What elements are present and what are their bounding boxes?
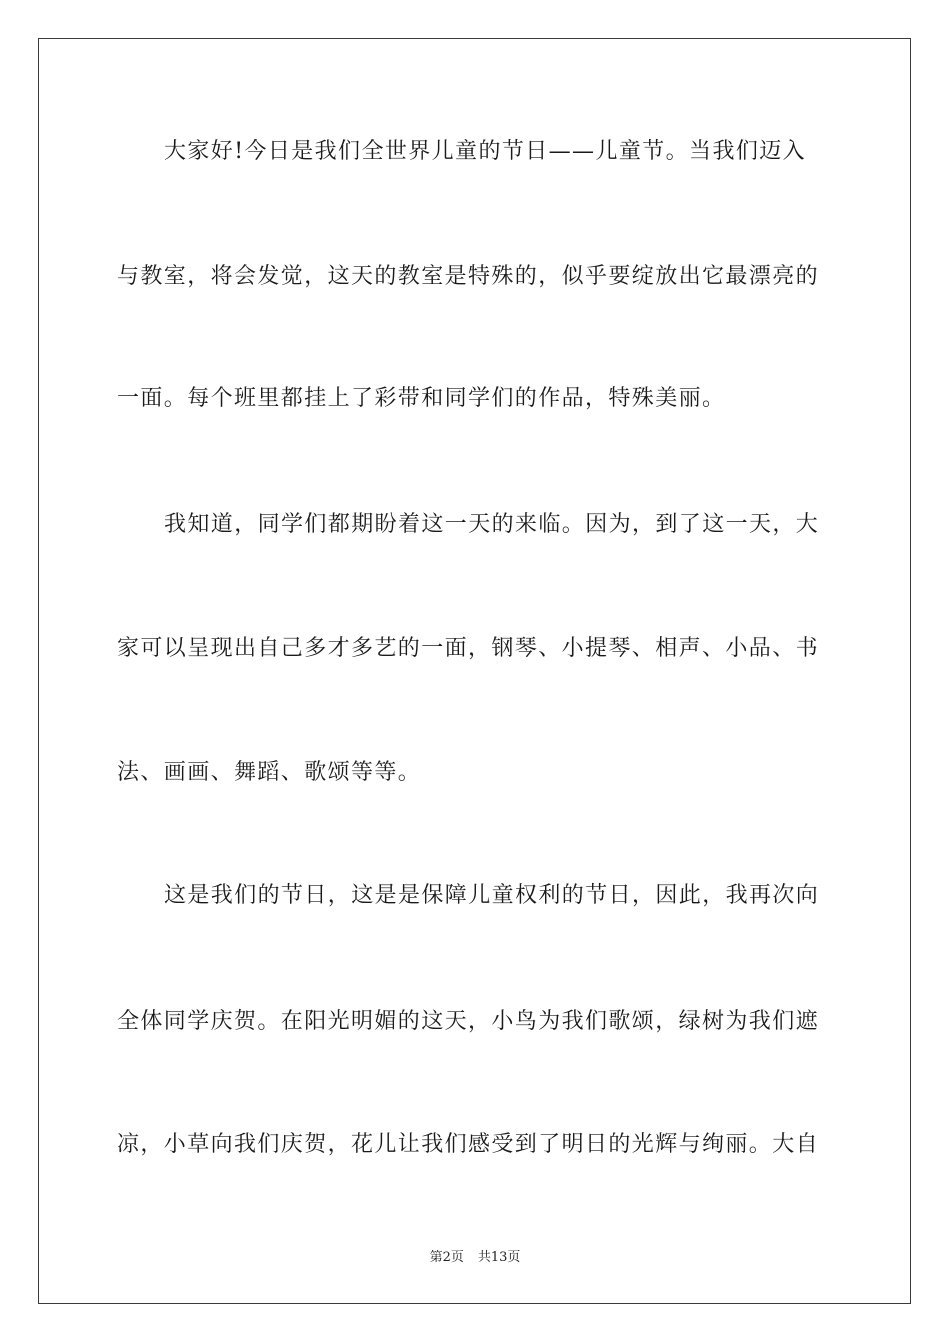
paragraph-2-line-3: 法、画画、舞蹈、歌颂等等。: [117, 760, 422, 785]
page-number: 第2页: [429, 1250, 464, 1265]
paragraph-2-line-2: 家可以呈现出自己多才多艺的一面，钢琴、小提琴、相声、小品、书: [117, 636, 820, 661]
paragraph-3-line-3: 凉，小草向我们庆贺，花儿让我们感受到了明日的光辉与绚丽。大自: [117, 1132, 820, 1157]
page-footer: [0, 1246, 950, 1265]
paragraph-1-line-3: 一面。每个班里都挂上了彩带和同学们的作品，特殊美丽。: [117, 386, 726, 411]
paragraph-2-line-1: 我知道，同学们都期盼着这一天的来临。因为，到了这一天，大: [164, 512, 820, 537]
paragraph-3-line-1: 这是我们的节日，这是是保障儿童权利的节日，因此，我再次向: [164, 883, 820, 908]
paragraph-1-line-1: 大家好!今日是我们全世界儿童的节日——儿童节。当我们迈入: [164, 139, 807, 164]
page-total: 共13页: [477, 1250, 521, 1265]
paragraph-3-line-2: 全体同学庆贺。在阳光明媚的这天，小鸟为我们歌颂，绿树为我们遮: [117, 1009, 820, 1034]
paragraph-1-line-2: 与教室，将会发觉，这天的教室是特殊的，似乎要绽放出它最漂亮的: [117, 264, 820, 289]
page-border: [38, 38, 911, 1304]
